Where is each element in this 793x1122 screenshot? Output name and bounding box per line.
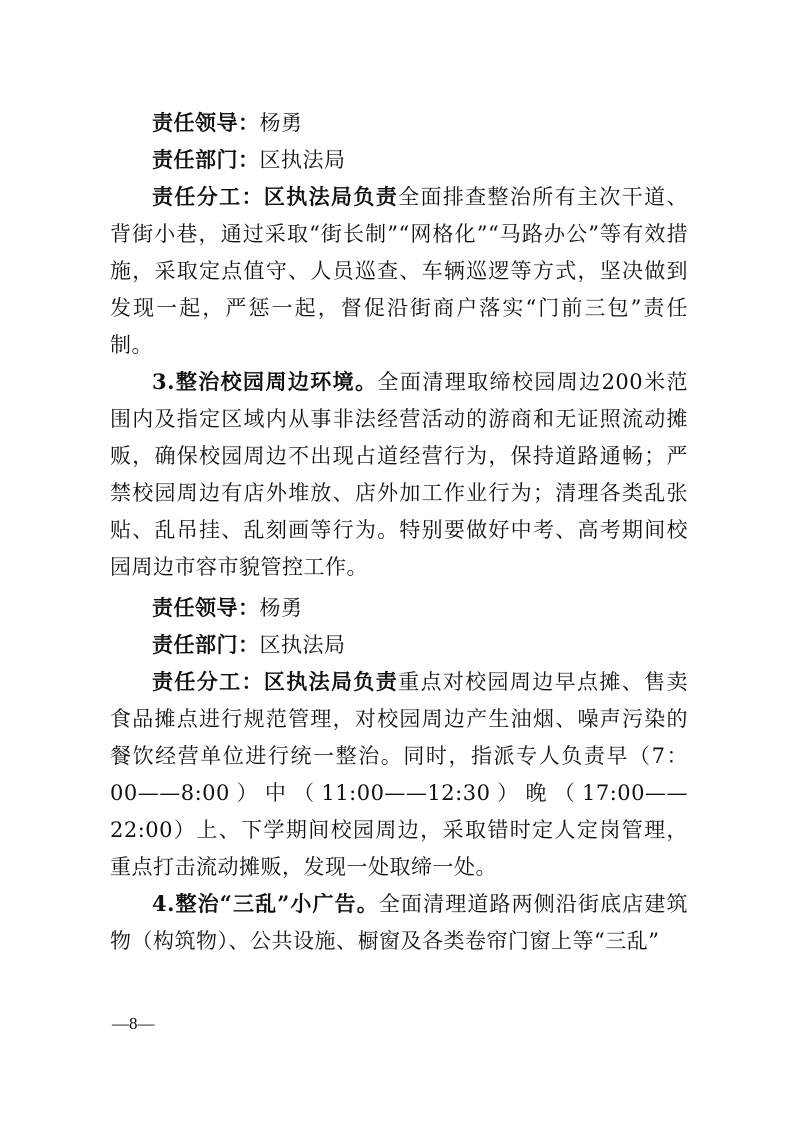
responsible-department-line [110,141,688,179]
paragraph-lead: 责任部门： [152,632,260,657]
paragraph-text: 全面清理道路两侧沿街底店建筑物（构筑物）、公共设施、橱窗及各类卷帘门窗上等“三乱” [110,892,688,953]
paragraph-text: 杨勇 [259,596,303,620]
paragraph-text: 全面清理取缔校园周边200米范围内及指定区域内从事非法经营活动的游商和无证照流动摊贩，确保校园周边不出现占道经营行为，保持道路通畅；严禁校园周边有店外堆放、店外加工作业行为；清理各类乱张贴、乱吊挂、乱刻画等行为。特别要做好中考、高考期间校园周边市容市貌管控工作。 [110,370,688,579]
page-number: —8— [112,1014,155,1033]
paragraph-text: 重点对校园周边早点摊、售卖食品摊点进行规范管理，对校园周边产生油烟、噪声污染的餐饮经营单位进行统一整治。同时，指派专人负责早（7：00——8:00）中（11:00——12:30）晚（17:00——22:00）上、下学期间校园周边，采取错时定人定岗管理，重点打击流动摊贩，发现一处取缔一处。 [110,670,689,879]
paragraph-lead: 责任分工：区执法局负责 [152,669,399,694]
section-heading: 3.整治校园周边环境。 [152,369,378,394]
responsible-department-line [110,626,688,664]
paragraph-lead: 责任领导： [152,110,260,135]
paragraph-text: 杨勇 [259,111,303,135]
section-heading: 4.整治“三乱”小广告。 [152,891,379,916]
paragraph-text: 区执法局 [259,633,346,657]
paragraph-lead: 责任分工：区执法局负责 [152,184,399,209]
paragraph-text: 全面排查整治所有主次干道、背街小巷，通过采取“街长制”“网格化”“马路办公”等有效措施，采取定点值守、人员巡查、车辆巡逻等方式，坚决做到发现一起，严惩一起，督促沿街商户落实“门前三包”责任制。 [110,185,689,357]
responsibility-division-paragraph [110,178,688,364]
paragraph-text: 区执法局 [259,148,346,172]
section-illegal-ads [110,885,688,960]
responsible-leader-line [110,589,688,627]
paragraph-lead: 责任部门： [152,147,260,172]
paragraph-lead: 责任领导： [152,595,260,620]
section-campus-environment [110,363,688,586]
responsible-leader-line [110,104,688,142]
responsibility-division-paragraph [110,663,688,886]
